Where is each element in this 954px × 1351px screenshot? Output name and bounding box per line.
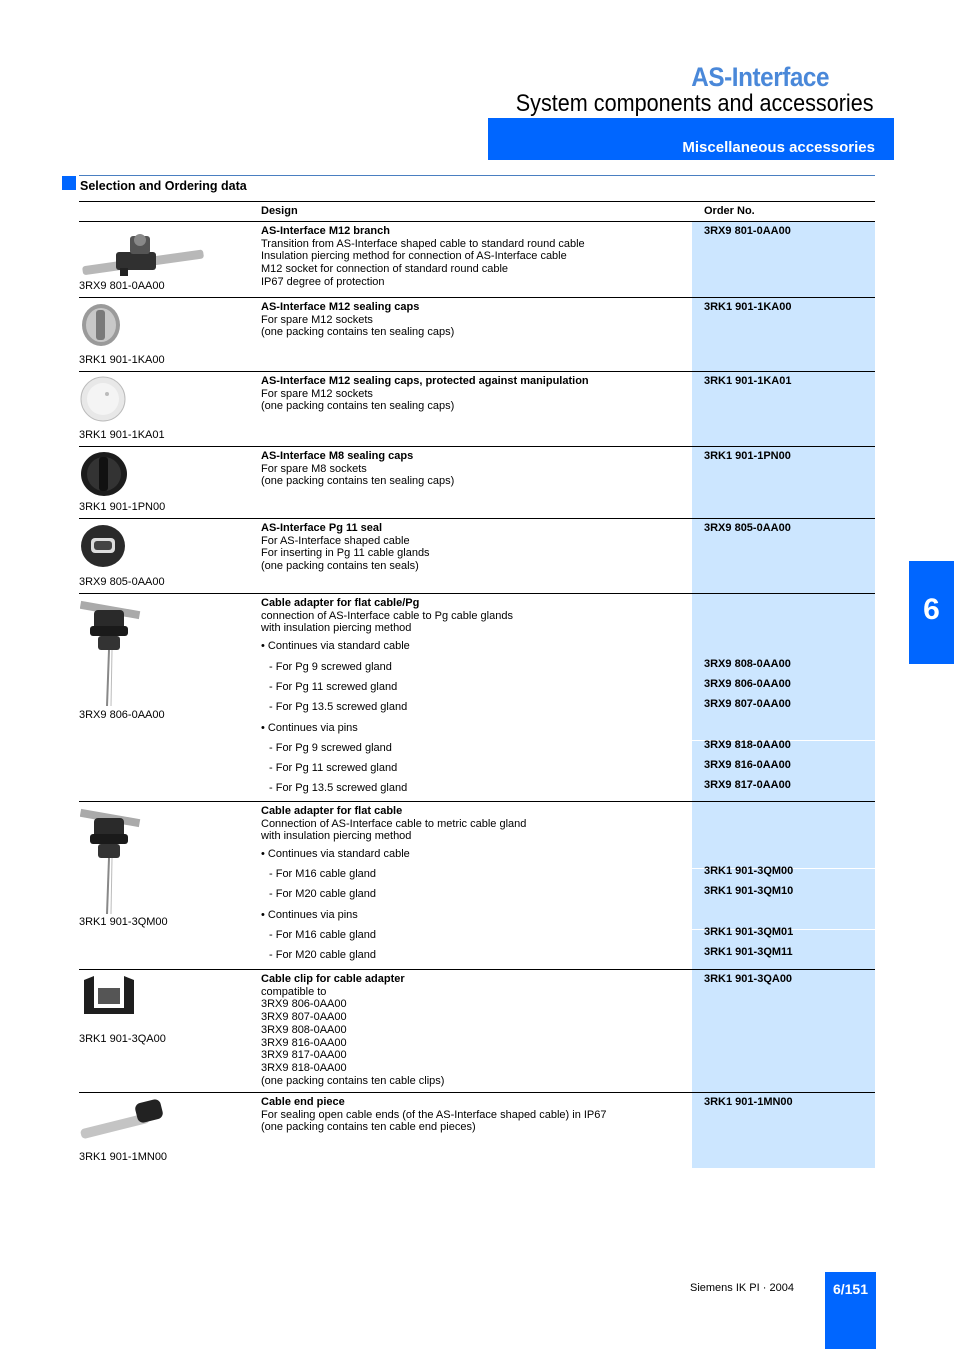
group-heading: • Continues via standard cable (261, 640, 410, 652)
cable-end-image (80, 1097, 170, 1143)
order-number: 3RK1 901-3QM00 (704, 865, 794, 877)
group-heading: • Continues via standard cable (261, 848, 410, 860)
table-row (79, 802, 875, 970)
table-row (79, 447, 875, 519)
product-title: Cable adapter for flat cable/Pg (261, 597, 420, 609)
section-marker (62, 176, 76, 190)
design-cell (261, 301, 681, 339)
design-line: 3RX9 808-0AA00 (261, 1023, 347, 1036)
design-line: with insulation piercing method (261, 622, 412, 635)
design-line: For spare M8 sockets (261, 462, 367, 475)
page-title: AS-Interface (691, 62, 829, 92)
header-design: Design (261, 205, 298, 217)
product-title: AS-Interface Pg 11 seal (261, 522, 383, 534)
table-row (79, 519, 875, 594)
design-cell (261, 522, 681, 573)
pg-seal-image (80, 523, 128, 569)
order-number: 3RK1 901-3QM01 (704, 926, 794, 938)
variant-item: - For Pg 11 screwed gland (269, 681, 398, 693)
order-number: 3RK1 901-1PN00 (704, 450, 791, 462)
category-label: Miscellaneous accessories (682, 139, 875, 156)
table-row (79, 222, 875, 298)
sealing-cap-image (80, 302, 124, 348)
design-line: Transition from AS-Interface shaped cable to standard round cable (261, 237, 585, 250)
variant-item: - For Pg 9 screwed gland (269, 742, 392, 754)
order-number: 3RK1 901-3QM11 (704, 946, 793, 958)
order-number: 3RK1 901-1MN00 (704, 1096, 793, 1108)
design-line: (one packing contains ten cable end pieces) (261, 1121, 476, 1134)
variant-item: - For Pg 13.5 screwed gland (269, 782, 408, 794)
design-line: Insulation piercing method for connection of AS-Interface cable (261, 250, 567, 263)
design-line: 3RX9 807-0AA00 (261, 1011, 347, 1024)
footer-publisher: Siemens IK PI · 2004 (690, 1282, 794, 1294)
order-number: 3RX9 816-0AA00 (704, 759, 791, 771)
order-number: 3RK1 901-3QM10 (704, 885, 794, 897)
table-row (79, 594, 875, 802)
table-row (79, 1093, 875, 1168)
design-line: (one packing contains ten sealing caps) (261, 475, 455, 488)
m8-cap-image (80, 451, 132, 497)
design-cell (261, 1096, 681, 1134)
protected-cap-image (80, 376, 128, 422)
product-caption: 3RK1 901-3QM00 (79, 916, 168, 928)
design-line: compatible to (261, 985, 327, 998)
product-caption: 3RX9 806-0AA00 (79, 709, 165, 721)
design-line: (one packing contains ten sealing caps) (261, 326, 455, 339)
design-cell (261, 805, 681, 843)
order-number: 3RX9 805-0AA00 (704, 522, 791, 534)
order-number: 3RK1 901-3QA00 (704, 973, 793, 985)
variant-item: - For M16 cable gland (269, 868, 376, 880)
design-line: connection of AS-Interface cable to Pg cable glands (261, 609, 513, 622)
product-title: AS-Interface M12 sealing caps (261, 301, 420, 313)
product-caption: 3RK1 901-3QA00 (79, 1033, 166, 1045)
cable-clip-image (80, 974, 138, 1020)
design-line: For sealing open cable ends (of the AS-Interface shaped cable) in IP67 (261, 1108, 607, 1121)
table-row (79, 298, 875, 372)
product-caption: 3RK1 901-1PN00 (79, 501, 166, 513)
design-line: 3RX9 806-0AA00 (261, 998, 347, 1011)
product-title: Cable clip for cable adapter (261, 973, 405, 985)
design-line: 3RX9 818-0AA00 (261, 1061, 347, 1074)
product-caption: 3RK1 901-1KA01 (79, 429, 165, 441)
product-caption: 3RK1 901-1KA00 (79, 354, 165, 366)
design-cell (261, 375, 681, 413)
group-heading: • Continues via pins (261, 909, 358, 921)
design-line: For spare M12 sockets (261, 387, 373, 400)
design-line: M12 socket for connection of standard round cable (261, 263, 509, 276)
variant-item: - For M16 cable gland (269, 929, 376, 941)
product-title: Cable end piece (261, 1096, 345, 1108)
design-cell (261, 597, 681, 635)
design-line: 3RX9 816-0AA00 (261, 1036, 347, 1049)
page-subtitle: System components and accessories (516, 90, 874, 117)
order-number: 3RX9 801-0AA00 (704, 225, 791, 237)
product-caption: 3RX9 801-0AA00 (79, 280, 165, 292)
cable-adapter-image (80, 598, 142, 708)
product-title: AS-Interface M12 sealing caps, protected against manipulation (261, 375, 589, 387)
page-number-box (825, 1272, 876, 1349)
category-bar (488, 118, 894, 160)
chapter-tab (909, 561, 954, 664)
design-cell (261, 973, 681, 1087)
design-line: For AS-Interface shaped cable (261, 534, 410, 547)
header-order-no: Order No. (704, 205, 755, 217)
table-row (79, 372, 875, 447)
design-line: (one packing contains ten cable clips) (261, 1074, 445, 1087)
product-title: Cable adapter for flat cable (261, 805, 403, 817)
header-rule (79, 175, 875, 176)
section-title: Selection and Ordering data (80, 179, 247, 193)
order-number: 3RK1 901-1KA01 (704, 375, 792, 387)
variant-item: - For Pg 11 screwed gland (269, 762, 398, 774)
m12-branch-image (80, 230, 205, 278)
variant-item: - For Pg 13.5 screwed gland (269, 701, 408, 713)
product-title: AS-Interface M12 branch (261, 225, 390, 237)
product-caption: 3RK1 901-1MN00 (79, 1151, 168, 1163)
order-number: 3RX9 808-0AA00 (704, 658, 791, 670)
design-line: (one packing contains ten sealing caps) (261, 400, 455, 413)
ordering-table (79, 201, 875, 1168)
design-line: (one packing contains ten seals) (261, 560, 419, 573)
table-header (79, 201, 875, 222)
order-number: 3RX9 818-0AA00 (704, 739, 791, 751)
design-line: For inserting in Pg 11 cable glands (261, 547, 430, 560)
variant-item: - For M20 cable gland (269, 949, 376, 961)
order-number: 3RX9 817-0AA00 (704, 779, 791, 791)
chapter-number: 6 (923, 593, 940, 626)
design-line: with insulation piercing method (261, 830, 412, 843)
design-line: 3RX9 817-0AA00 (261, 1049, 347, 1062)
order-number: 3RK1 901-1KA00 (704, 301, 792, 313)
design-line: Connection of AS-Interface cable to metric cable gland (261, 817, 527, 830)
table-row (79, 970, 875, 1093)
page-number: 6/151 (832, 1281, 869, 1297)
product-title: AS-Interface M8 sealing caps (261, 450, 414, 462)
order-number: 3RX9 806-0AA00 (704, 678, 791, 690)
design-cell (261, 450, 681, 488)
design-cell (261, 225, 681, 289)
product-caption: 3RX9 805-0AA00 (79, 576, 165, 588)
variant-item: - For Pg 9 screwed gland (269, 661, 392, 673)
group-heading: • Continues via pins (261, 722, 358, 734)
metric-adapter-image (80, 806, 142, 916)
design-line: IP67 degree of protection (261, 275, 385, 288)
design-line: For spare M12 sockets (261, 313, 373, 326)
order-number: 3RX9 807-0AA00 (704, 698, 791, 710)
variant-item: - For M20 cable gland (269, 888, 376, 900)
